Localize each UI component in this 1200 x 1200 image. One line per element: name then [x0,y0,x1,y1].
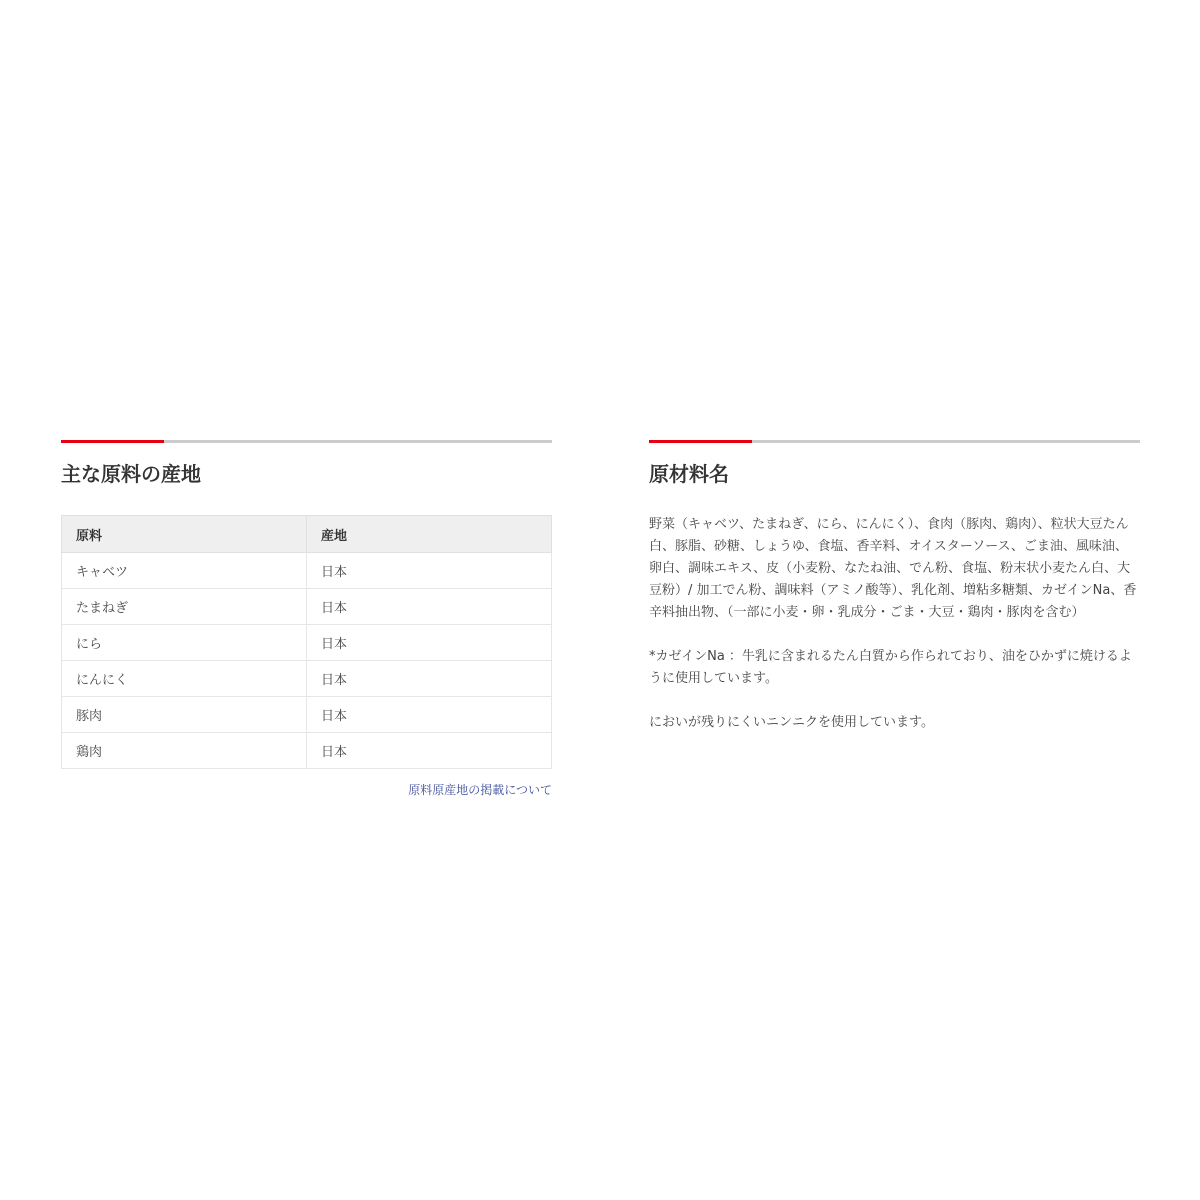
ingredient-cell: にら [62,625,307,661]
ingredients-section-title: 原材料名 [649,462,729,486]
ingredient-cell: にんにく [62,661,307,697]
section-divider-accent [649,440,752,443]
section-divider-accent [61,440,164,443]
section-divider [61,440,552,443]
ingredients-body [649,514,1140,734]
ingredient-cell: たまねぎ [62,589,307,625]
origin-cell: 日本 [307,733,552,769]
column-header-origin: 産地 [307,516,552,553]
ingredient-cell: 鶏肉 [62,733,307,769]
table-header-row [62,516,552,553]
table-row [62,661,552,697]
link-row [61,781,552,798]
origin-cell: 日本 [307,589,552,625]
ingredient-cell: キャベツ [62,553,307,589]
origin-table [61,515,552,769]
section-divider [649,440,1140,443]
table-row [62,553,552,589]
table-row [62,733,552,769]
origin-cell: 日本 [307,553,552,589]
origin-cell: 日本 [307,697,552,733]
garlic-note-text: においが残りにくいニンニクを使用しています。 [649,715,934,730]
casein-note-text: *カゼインNa ：牛乳に含まれるたん白質から作られており、油をひかずに焼けるように使用しています。 [649,649,1132,686]
origin-cell: 日本 [307,625,552,661]
column-header-ingredient: 原料 [62,516,307,553]
table-row [62,625,552,661]
table-row [62,589,552,625]
ingredient-cell: 豚肉 [62,697,307,733]
ingredients-section [649,440,1140,756]
origin-section [61,440,552,798]
origin-section-title: 主な原料の産地 [61,462,201,486]
origin-info-link[interactable]: 原料原産地の掲載について [408,783,552,797]
table-row [62,697,552,733]
ingredients-list-text: 野菜（キャベツ、たまねぎ、にら、にんにく）、食肉（豚肉、鶏肉）、粒状大豆たん白、豚脂、砂糖、しょうゆ、食塩、香辛料、オイスターソース、ごま油、風味油、卵白、調味エキス、皮（小麦粉、なたね油、でん粉、食塩、粉末状小麦たん白、大豆粉）/ 加工でん粉、調味料（アミノ酸等）、乳化剤、増粘多糖類、カゼインNa、香辛料抽出物、（一部に小麦・卵・乳成分・ごま・大豆・鶏肉・豚肉を含む） [649,517,1137,620]
origin-cell: 日本 [307,661,552,697]
